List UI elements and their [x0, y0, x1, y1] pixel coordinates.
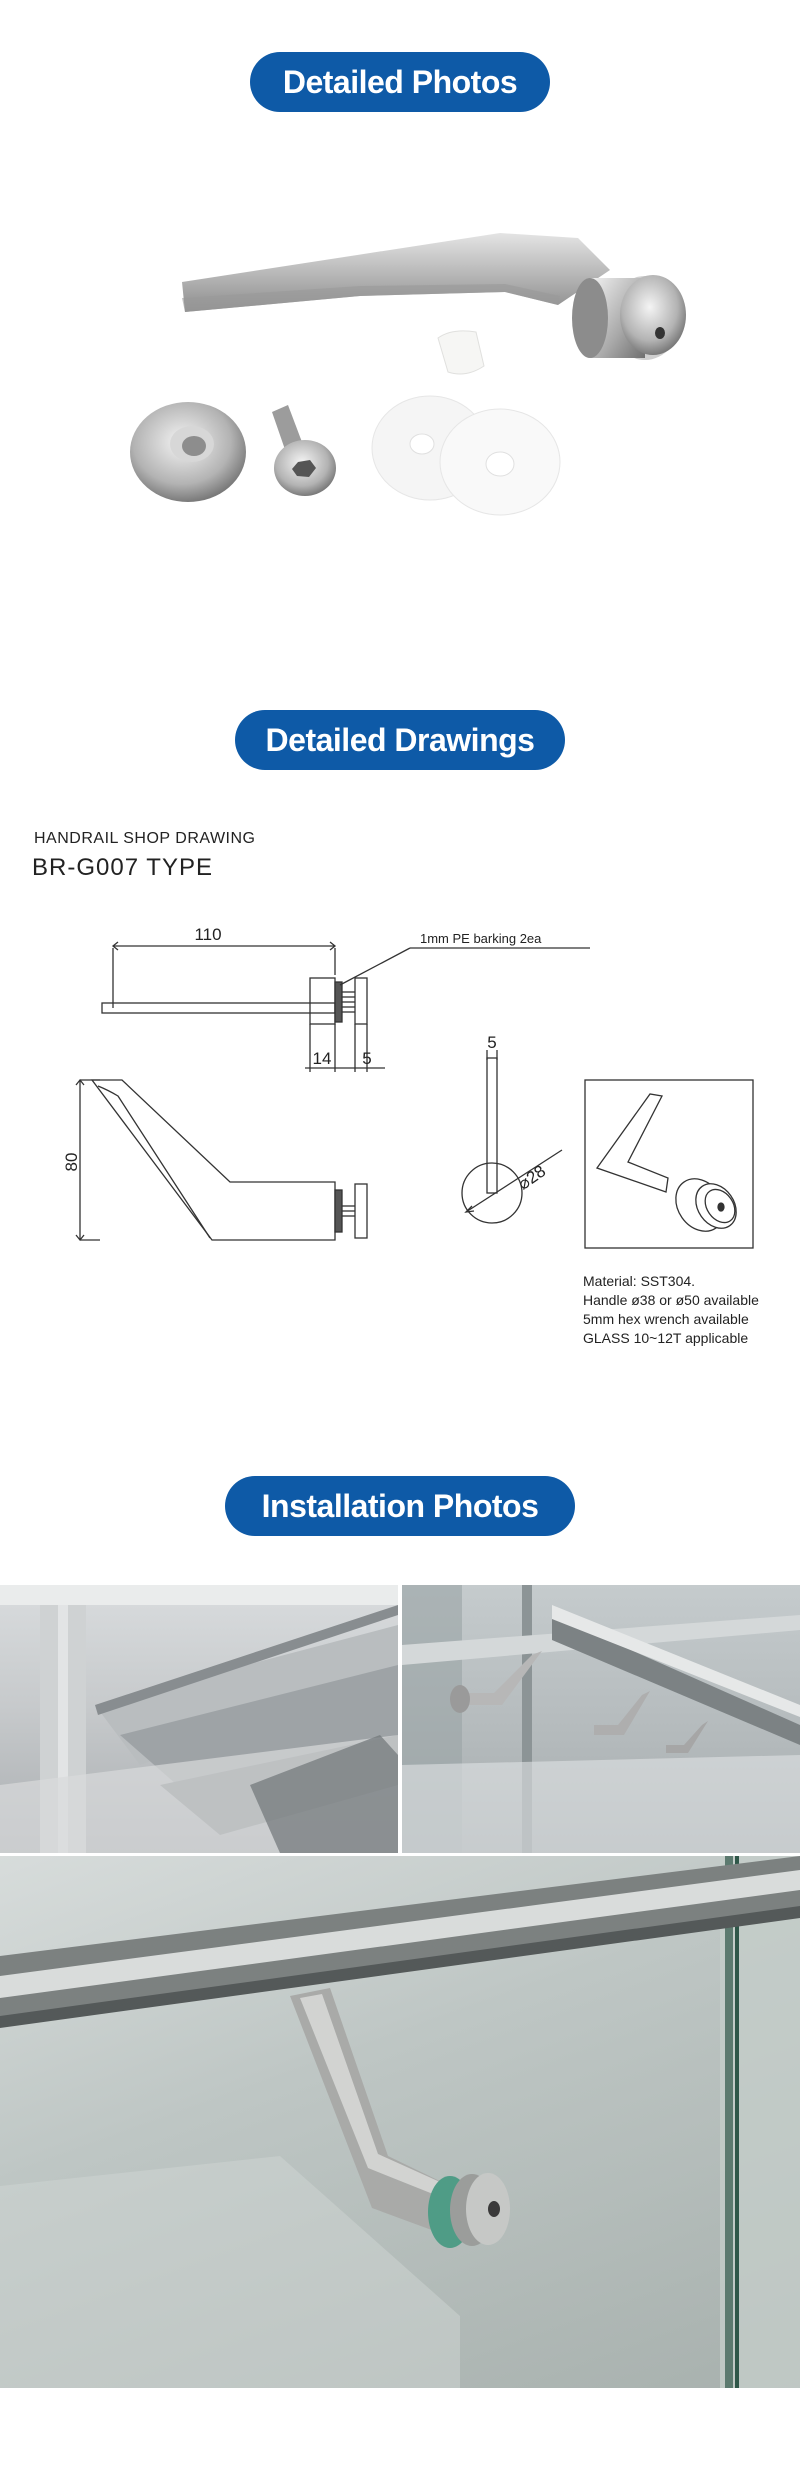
dim-14: 14 [312, 1049, 332, 1068]
spec-notes [583, 1272, 759, 1348]
shop-drawing [0, 900, 800, 1260]
dim-5a: 5 [362, 1049, 372, 1068]
dim-diameter: ⌀28 [514, 1161, 550, 1194]
note-line: Handle ø38 or ø50 available [583, 1292, 759, 1308]
note-line: 5mm hex wrench available [583, 1311, 749, 1327]
product-photo [100, 200, 720, 550]
note-line: Material: SST304. [583, 1273, 696, 1289]
installation-photo-escalator [0, 1585, 398, 1853]
installation-photos-heading: Installation Photos [225, 1476, 575, 1536]
dim-110: 110 [194, 925, 222, 944]
drawing-type: BR-G007 TYPE [32, 854, 213, 881]
drawing-subtitle: HANDRAIL SHOP DRAWING [34, 830, 256, 847]
installation-photo-brackets [402, 1585, 800, 1853]
dim-barking-label: 1mm PE barking 2ea [420, 931, 542, 946]
note-line: GLASS 10~12T applicable [583, 1330, 749, 1346]
detailed-photos-heading: Detailed Photos [250, 52, 550, 112]
installation-photo-closeup [0, 1856, 800, 2388]
dim-5b: 5 [487, 1033, 497, 1052]
dim-80: 80 [62, 1152, 81, 1172]
detailed-drawings-heading: Detailed Drawings [235, 710, 565, 770]
